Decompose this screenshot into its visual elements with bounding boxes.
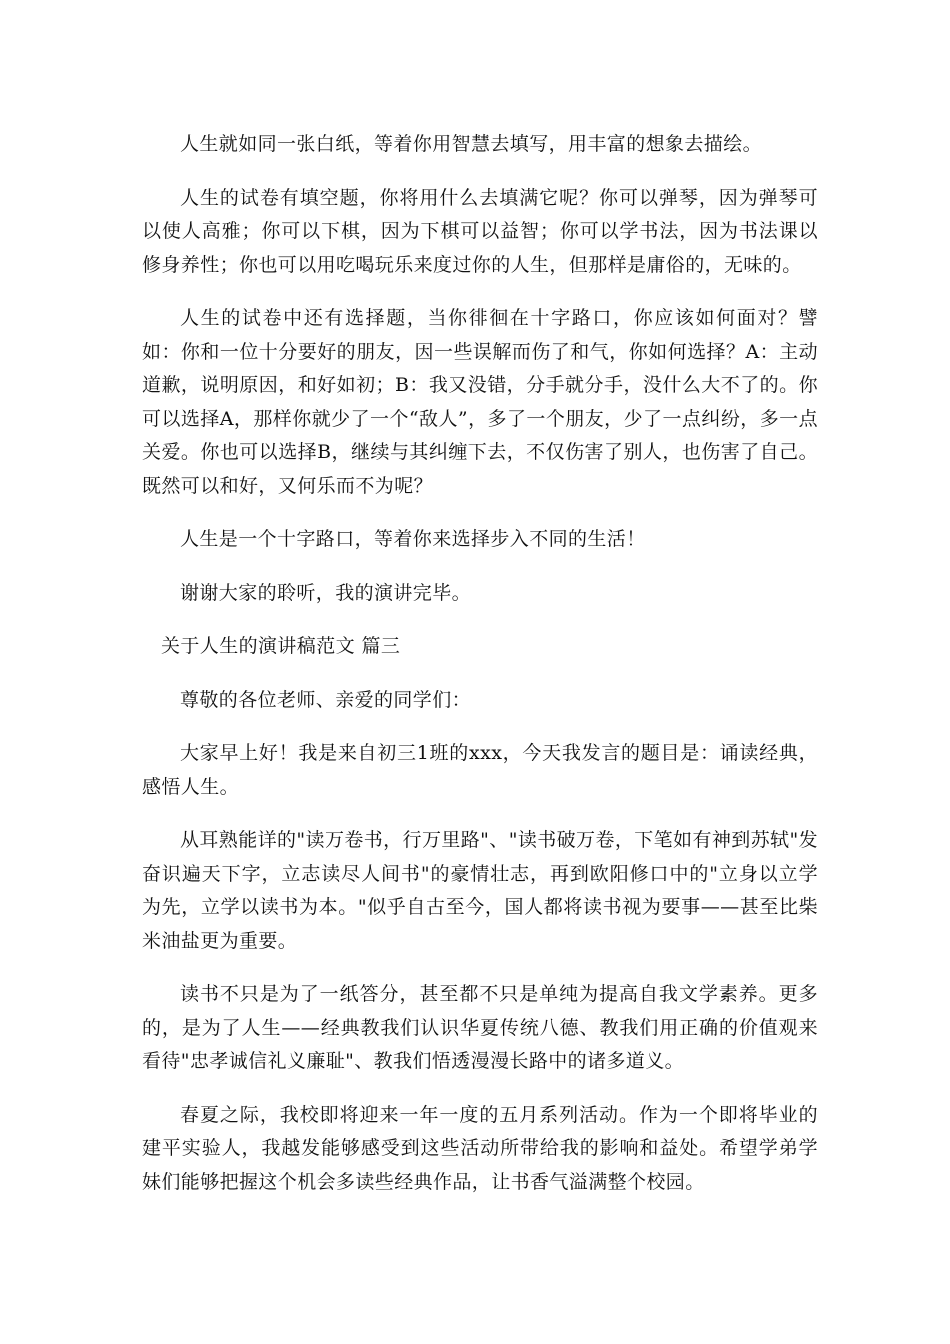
paragraph-7: 大家早上好！我是来自初三1班的xxx，今天我发言的题目是：诵读经典，感悟人生。 <box>142 742 818 798</box>
paragraph-1: 人生就如同一张白纸，等着你用智慧去填写，用丰富的想象去描绘。 <box>180 133 763 155</box>
paragraph-5: 谢谢大家的聆听，我的演讲完毕。 <box>180 581 472 604</box>
paragraph-9: 读书不只是为了一纸答分，甚至都不只是单纯为提高自我文学素养。更多的，是为了人生——经典教我们认识华夏传统八德、教我们用正确的价值观来看待"忠孝诚信礼义廉耻"、教我们悟透漫漫长路中的诸多道义。 <box>142 983 818 1072</box>
document-body <box>142 128 818 1219</box>
paragraph-10: 春夏之际，我校即将迎来一年一度的五月系列活动。作为一个即将毕业的建平实验人，我越发能够感受到这些活动所带给我的影响和益处。希望学弟学妹们能够把握这个机会多读些经典作品，让书香气溢满整个校园。 <box>142 1103 818 1193</box>
paragraph-2: 人生的试卷有填空题，你将用什么去填满它呢？你可以弹琴，因为弹琴可以使人高雅；你可以下棋，因为下棋可以益智；你可以学书法，因为书法课以修身养性；你也可以用吃喝玩乐来度过你的人生，但那样是庸俗的，无味的。 <box>142 186 818 276</box>
section-heading: 关于人生的演讲稿范文 篇三 <box>161 635 401 657</box>
paragraph-4: 人生是一个十字路口，等着你来选择步入不同的生活！ <box>180 528 646 550</box>
paragraph-6: 尊敬的各位老师、亲爱的同学们： <box>180 688 472 711</box>
paragraph-8: 从耳熟能详的"读万卷书，行万里路"、"读书破万卷，下笔如有神到苏轼"发奋识遍天下字，立志读尽人间书"的豪情壮志，再到欧阳修口中的"立身以立学为先，立学以读书为本。"似乎自古至今，国人都将读书视为要事——甚至比柴米油盐更为重要。 <box>142 829 818 952</box>
paragraph-3: 人生的试卷中还有选择题，当你徘徊在十字路口，你应该如何面对？譬如：你和一位十分要好的朋友，因一些误解而伤了和气，你如何选择？A：主动道歉，说明原因，和好如初；B：我又没错，分手就分手，没什么大不了的。你可以选择A，那样你就少了一个“敌人”，多了一个朋友，少了一点纠纷，多一点关爱。你也可以选择B，继续与其纠缠下去，不仅伤害了别人，也伤害了自己。既然可以和好，又何乐而不为呢？ <box>142 307 818 497</box>
